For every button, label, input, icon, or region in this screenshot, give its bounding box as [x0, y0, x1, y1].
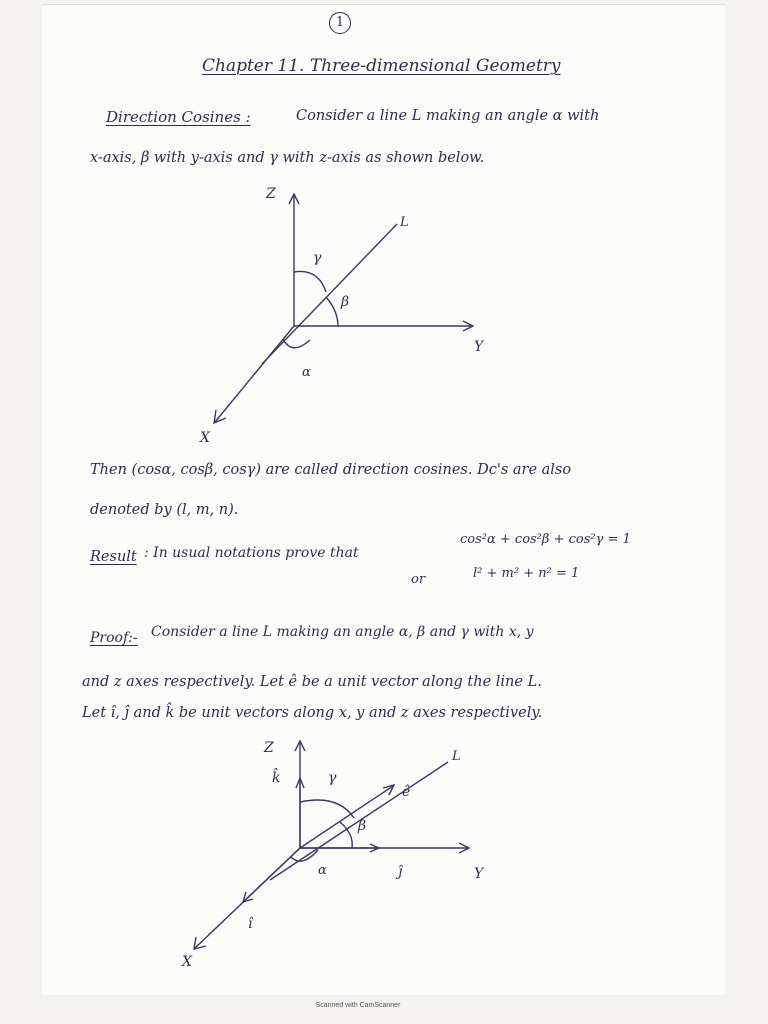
- result-text: : In usual notations prove that: [144, 545, 359, 561]
- page-number: 1: [329, 12, 351, 34]
- e-hat-label: ê: [402, 784, 411, 800]
- e-unit-vector: [300, 786, 393, 848]
- y-axis-label: Y: [474, 866, 484, 882]
- proof-line1: Consider a line L making an angle α, β and γ with x, y: [151, 624, 534, 640]
- x-axis-label: X: [182, 954, 192, 970]
- beta-label: β: [358, 818, 367, 834]
- result-or: or: [411, 572, 426, 587]
- gamma-arc: [300, 800, 354, 818]
- j-hat-label: ĵ: [398, 864, 403, 880]
- direction-cosines-heading: Direction Cosines :: [106, 108, 251, 126]
- result-formula1: cos²α + cos²β + cos²γ = 1: [460, 532, 631, 547]
- line-l-label: L: [452, 749, 461, 764]
- direction-cosines-line1: Consider a line L making an angle α with: [296, 108, 600, 124]
- i-unit-vector: [244, 848, 300, 901]
- line-l-label: L: [400, 215, 409, 230]
- x-axis-label: X: [200, 430, 210, 446]
- then-text-line2: denoted by (l, m, n).: [90, 502, 239, 518]
- z-axis-label: Z: [264, 740, 274, 756]
- proof-line2: and z axes respectively. Let ê be a unit vector along the line L.: [82, 674, 542, 690]
- gamma-label: γ: [328, 770, 337, 786]
- k-hat-label: k̂: [272, 770, 281, 786]
- scanner-footer-text: Scanned with CamScanner: [315, 1002, 401, 1009]
- beta-label: β: [341, 294, 350, 310]
- scanner-footer: [0, 1002, 768, 1009]
- i-hat-label: î: [248, 916, 253, 932]
- proof-heading: Proof:-: [90, 630, 138, 646]
- then-text-line1: Then (cosα, cosβ, cosγ) are called direction cosines. Dc's are also: [90, 462, 572, 478]
- alpha-label: α: [318, 863, 327, 878]
- result-heading: Result: [90, 549, 137, 565]
- page-title: Chapter 11. Three-dimensional Geometry: [202, 56, 561, 76]
- z-axis-label: Z: [266, 186, 276, 202]
- proof-line3: Let î, ĵ and k̂ be unit vectors along x, y and z axes respectively.: [82, 705, 543, 721]
- result-formula2: l² + m² + n² = 1: [473, 566, 580, 581]
- alpha-label: α: [302, 365, 311, 380]
- direction-cosines-line2: x-axis, β with y-axis and γ with z-axis as shown below.: [90, 150, 485, 166]
- gamma-label: γ: [313, 250, 322, 266]
- y-axis-label: Y: [474, 339, 484, 355]
